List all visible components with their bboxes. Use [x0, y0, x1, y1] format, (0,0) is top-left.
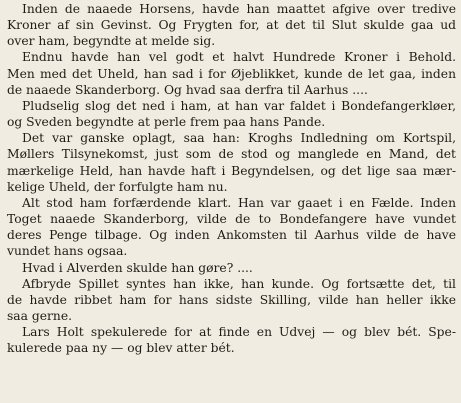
text-line: og Sveden begyndte at perle frem paa hans Pande.	[7, 115, 326, 130]
text-line: over ham, begyndte at melde sig.	[7, 34, 216, 49]
text-line: saa gerne.	[7, 308, 73, 323]
text-line: Hvad i Alverden skulde han gøre? ....	[22, 260, 253, 275]
text-line: Toget naaede Skanderborg, vilde de to Bondefangere have vundet	[7, 212, 456, 227]
text-line: Men med det Uheld, han sad i for Øjeblikket, kunde de let gaa, inden	[7, 66, 456, 81]
text-line: Lars Holt spekulerede for at finde en Udvej — og blev bét. Spe-	[22, 325, 456, 340]
text-line: kulerede paa ny — og blev atter bét.	[7, 341, 235, 356]
text-line: de naaede Skanderborg. Og hvad saa derfra til Aarhus ....	[7, 82, 368, 97]
body-text	[7, 1, 456, 356]
text-line: de havde ribbet ham for hans sidste Skilling, vilde han heller ikke	[7, 292, 456, 307]
text-line: Endnu havde han vel godt et halvt Hundrede Kroner i Behold.	[22, 50, 456, 65]
text-line: Møllers Tilsynekomst, just som de stod og manglede en Mand, det	[7, 147, 456, 162]
text-line: kelige Uheld, der forfulgte ham nu.	[7, 179, 228, 194]
text-line: Alt stod ham forfærdende klart. Han var gaaet i en Fælde. Inden	[22, 195, 456, 210]
text-line: mærkelige Held, han havde haft i Begyndelsen, og det lige saa mær-	[7, 163, 456, 178]
text-line: deres Penge tilbage. Og inden Ankomsten til Aarhus vilde de have	[7, 228, 456, 243]
text-line: Kroner af sin Gevinst. Og Frygten for, at det til Slut skulde gaa ud	[7, 18, 456, 33]
text-line: Det var ganske oplagt, saa han: Kroghs Indledning om Kortspil,	[22, 131, 456, 146]
text-line: Pludselig slog det ned i ham, at han var faldet i Bondefangerkløer,	[22, 98, 456, 113]
text-line: Inden de naaede Horsens, havde han maattet afgive over tredive	[22, 2, 456, 16]
text-line: Afbryde Spillet syntes han ikke, han kunde. Og fortsætte det, til	[22, 276, 456, 291]
text-line: vundet hans ogsaa.	[7, 244, 128, 259]
